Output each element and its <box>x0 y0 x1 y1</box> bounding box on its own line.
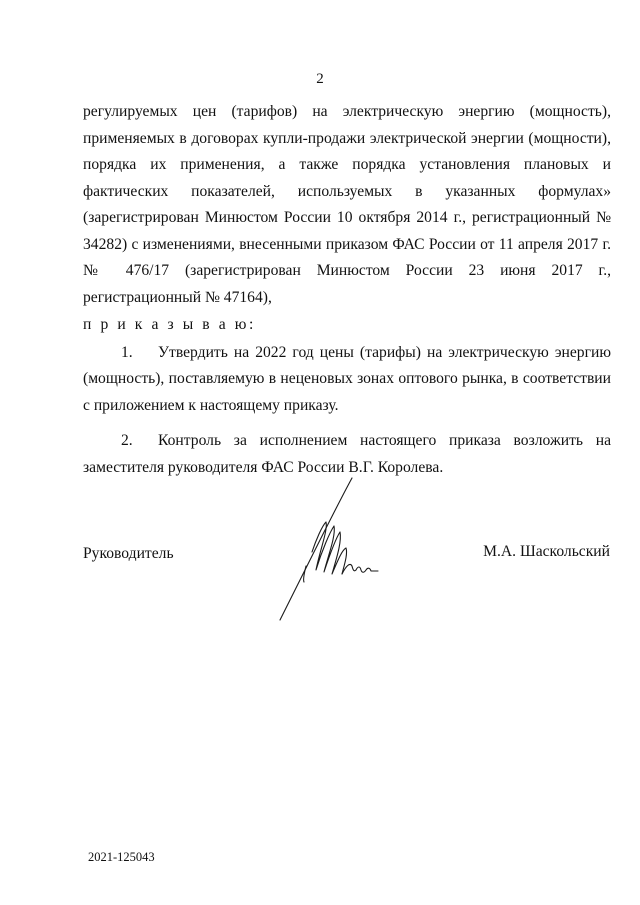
order-item-number: 1. <box>121 343 133 361</box>
document-id: 2021-125043 <box>88 850 155 864</box>
handwritten-signature <box>270 470 390 630</box>
document-body <box>83 99 611 481</box>
order-word: п р и к а з ы в а ю: <box>83 316 256 333</box>
signatory-name: М.А. Шаскольский <box>483 543 610 560</box>
order-item-text: Контроль за исполнением настоящего приказа возложить на заместителя руководителя ФАС России В.Г. Королева. <box>83 432 611 476</box>
order-item-text: Утвердить на 2022 год цены (тарифы) на электрическую энергию (мощность), поставляемую в неценовых зонах оптового рынка, в соответствии с приложением к настоящему приказу. <box>83 343 611 414</box>
order-item-number: 2. <box>121 432 133 449</box>
order-item-1 <box>83 340 611 420</box>
intro-paragraph: регулируемых цен (тарифов) на электрическую энергию (мощность), применяемых в договорах купли-продажи электрической энергии (мощности), порядка их применения, а также порядка установления плановых и фактических показателей, используемых в указанных формулах» (зарегистрирован Минюстом России 10 октября 2014 г., регистрационный № 34282) с изменениями, внесенными приказом ФАС России от 11 апреля 2017 г. № 476/17 (зарегистрирован Минюстом России 23 июня 2017 г., регистрационный № 47164), <box>83 103 611 306</box>
page-number: 2 <box>316 71 324 87</box>
signatory-title: Руководитель <box>83 545 174 562</box>
